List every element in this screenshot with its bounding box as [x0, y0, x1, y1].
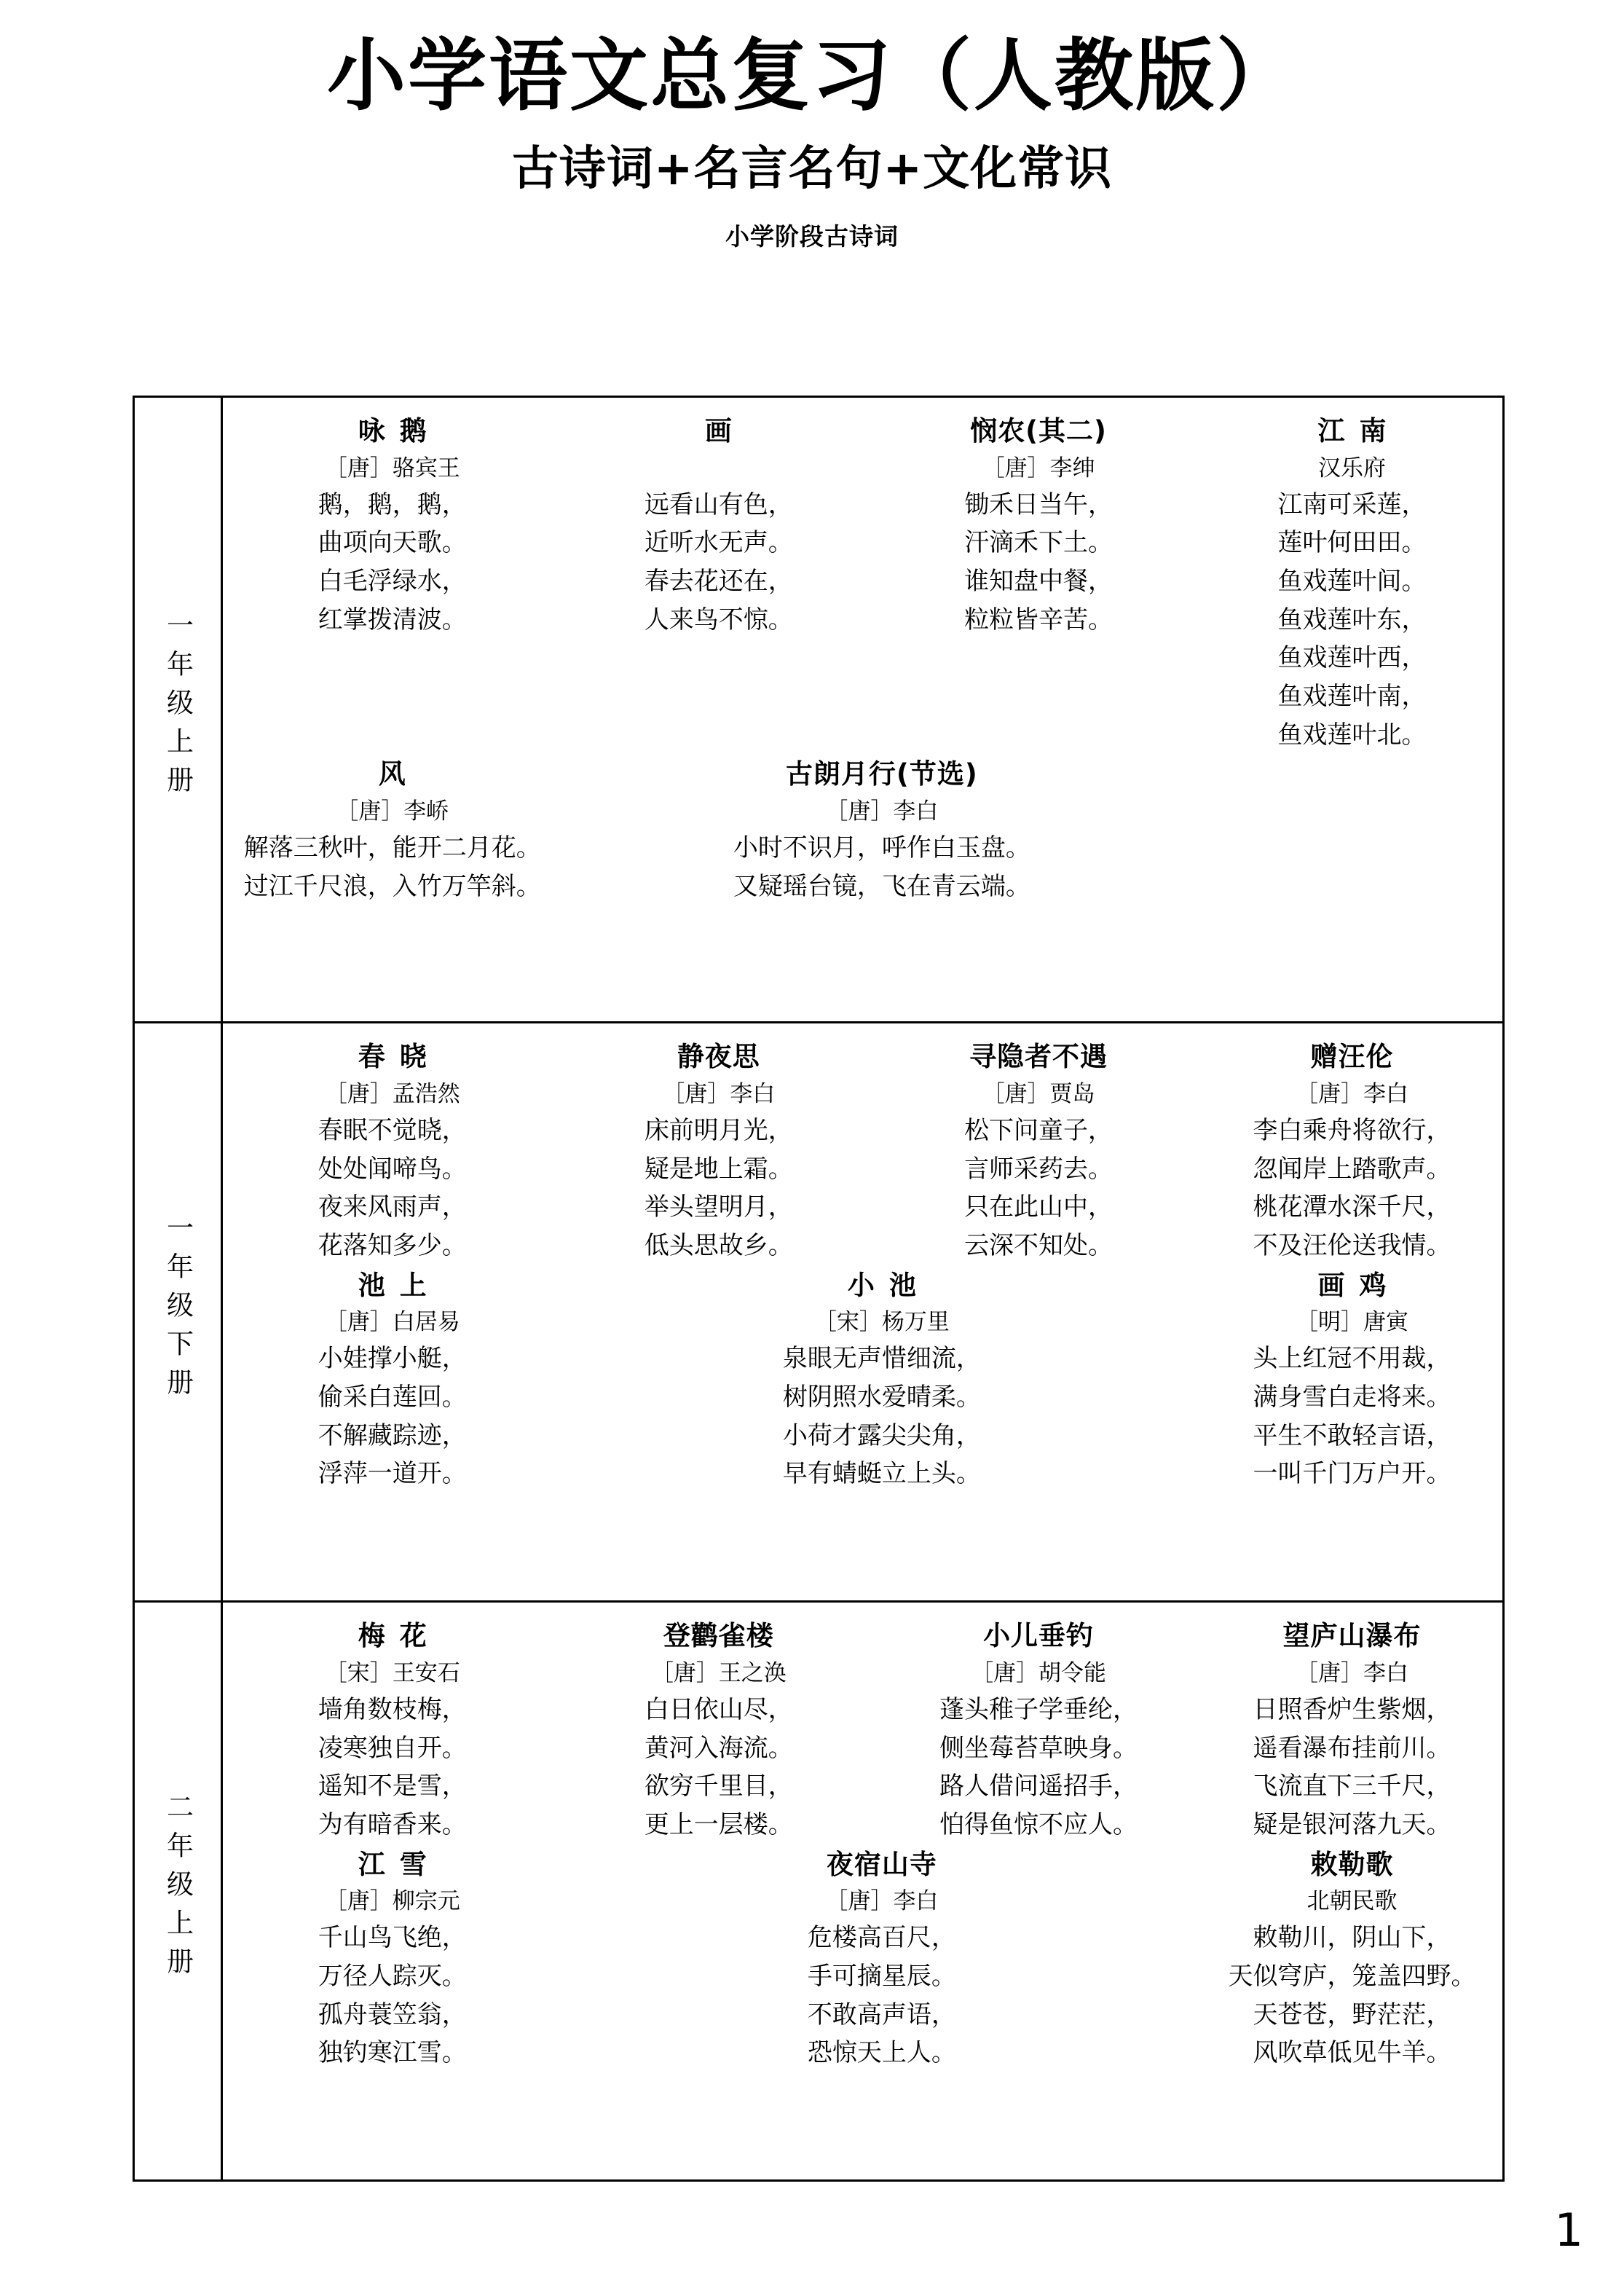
poem-line: 莲叶何田田。: [1277, 528, 1427, 558]
poem-group-cell: [222, 1602, 1504, 2181]
poem-line: 更上一层楼。: [644, 1809, 793, 1839]
poem-group-cell: [222, 397, 1504, 1023]
poem-block: [875, 411, 1202, 754]
poem-title: 小池: [847, 1269, 931, 1301]
poem-author: ［唐］骆宾王: [324, 455, 460, 481]
poem-title: 悯农(其二): [970, 415, 1107, 447]
poem-block: [1202, 1037, 1502, 1265]
poem-author: ［唐］李绅: [982, 455, 1095, 481]
poem-line: 孤舟蓑笠翁，: [318, 2000, 467, 2029]
poem-block: [223, 754, 562, 905]
poem-line: 桃花潭水深千尺，: [1253, 1192, 1451, 1222]
poem-line: 又疑瑶台镜，飞在青云端。: [733, 871, 1030, 901]
poem-band: [223, 1023, 1502, 1265]
poem-line: 只在此山中，: [964, 1192, 1113, 1222]
page-title: 小学语文总复习（人教版）: [326, 31, 1297, 122]
poem-line: 遥看瀑布挂前川。: [1253, 1733, 1451, 1763]
poem-line: 春去花还在，: [644, 566, 793, 596]
poem-line: 凌寒独自开。: [318, 1733, 467, 1763]
poem-block: [1202, 411, 1502, 754]
poem-line: 危楼高百尺，: [807, 1923, 956, 1953]
poem-author: ［唐］李白: [662, 1080, 776, 1107]
poem-title: 古朗月行(节选): [785, 758, 978, 790]
poem-line: 蓬头稚子学垂纶，: [939, 1694, 1138, 1724]
poem-author: 北朝民歌: [1306, 1888, 1398, 1915]
poem-title: 赠汪伦: [1310, 1041, 1394, 1073]
grade-label: 一年级下册: [162, 1214, 194, 1407]
poem-title: 望庐山瀑布: [1282, 1620, 1422, 1652]
poem-line: 恐惊天上人。: [807, 2038, 956, 2068]
poem-band: [223, 1603, 1502, 1844]
poem-table-container: [133, 396, 1505, 2182]
table-row: [134, 1602, 1504, 2181]
poem-line: 鱼戏莲叶北。: [1277, 720, 1427, 750]
poem-title: 春晓: [358, 1041, 441, 1073]
poem-title: 画鸡: [1317, 1269, 1401, 1301]
poem-line: 小荷才露尖尖角，: [782, 1420, 981, 1450]
poem-line: 汗滴禾下土。: [964, 528, 1113, 558]
poem-line: 为有暗香来。: [318, 1809, 467, 1839]
poem-line: 不解藏踪迹，: [318, 1420, 467, 1450]
poem-block: [223, 1037, 562, 1265]
poem-author: [569, 452, 868, 486]
poem-title: 静夜思: [677, 1041, 760, 1073]
poem-line: 早有蜻蜓立上头。: [782, 1459, 981, 1489]
poem-line: 过江千尺浪，入竹万竿斜。: [243, 871, 541, 901]
grade-label: 一年级上册: [162, 611, 194, 805]
poem-line: 满身雪白走将来。: [1253, 1383, 1451, 1412]
poem-line: 黄河入海流。: [644, 1733, 793, 1763]
poem-line: 不敢高声语，: [807, 2000, 956, 2029]
poem-line: 夜来风雨声，: [318, 1192, 467, 1222]
poem-line: 飞流直下三千尺，: [1253, 1772, 1451, 1801]
poem-line: 敕勒川，阴山下，: [1253, 1923, 1451, 1953]
poem-line: 锄禾日当午，: [964, 490, 1113, 519]
poem-title: 风: [378, 758, 406, 790]
poem-line: 鱼戏莲叶西，: [1277, 643, 1427, 673]
table-row: [134, 1023, 1504, 1602]
poem-author: ［唐］李峤: [336, 798, 449, 825]
poem-line: 言师采药去。: [964, 1154, 1113, 1184]
poem-line: 鱼戏莲叶南，: [1277, 682, 1427, 712]
poem-block: [1202, 1844, 1502, 2072]
poem-title: 小儿垂钓: [983, 1620, 1095, 1652]
poem-author: ［唐］贾岛: [982, 1080, 1095, 1107]
poem-line: 远看山有色，: [644, 490, 793, 519]
poem-title: 寻隐者不遇: [969, 1041, 1108, 1073]
poem-line: 头上红冠不用裁，: [1253, 1344, 1451, 1374]
poem-author: ［唐］胡令能: [971, 1659, 1107, 1686]
poem-title: 画: [704, 415, 733, 447]
poem-line: 手可摘星辰。: [807, 1961, 956, 1991]
poem-block: [223, 1844, 562, 2072]
poem-author: ［唐］柳宗元: [324, 1888, 460, 1915]
poem-block: [562, 754, 1202, 905]
poem-author: ［明］唐寅: [1296, 1309, 1409, 1336]
poem-line: 云深不知处。: [964, 1231, 1113, 1261]
poem-line: 人来鸟不惊。: [644, 605, 793, 634]
page-subtitle: 古诗词+名言名句+文化常识: [511, 141, 1113, 196]
grade-label-cell: [134, 1023, 222, 1602]
poem-line: 处处闻啼鸟。: [318, 1154, 467, 1184]
poem-author: ［唐］李白: [825, 798, 939, 825]
poem-line: 床前明月光，: [644, 1116, 793, 1146]
grade-label-cell: [134, 1602, 222, 2181]
poem-band: [223, 398, 1502, 754]
poem-author: ［唐］李白: [825, 1888, 939, 1915]
poem-band: [223, 1265, 1502, 1493]
poem-block: [562, 1037, 875, 1265]
grade-label-cell: [134, 397, 222, 1023]
poem-line: 曲项向天歌。: [318, 528, 467, 558]
poem-author: ［宋］杨万里: [813, 1309, 950, 1336]
poem-block: [562, 1616, 875, 1844]
poem-block: [875, 1616, 1202, 1844]
poem-line: 疑是地上霜。: [644, 1154, 793, 1184]
poem-line: 泉眼无声惜细流，: [782, 1344, 981, 1374]
poem-title: 江南: [1317, 415, 1401, 447]
poem-line: 鱼戏莲叶东，: [1277, 605, 1427, 634]
poem-line: 忽闻岸上踏歌声。: [1253, 1154, 1451, 1184]
page-number: 1: [1554, 2204, 1583, 2257]
poem-line: 独钓寒江雪。: [318, 2038, 467, 2068]
poem-block: [1202, 1616, 1502, 1844]
table-row: [134, 397, 1504, 1023]
document-page: [0, 28, 1624, 2280]
poem-line: 风吹草低见牛羊。: [1253, 2038, 1451, 2068]
poem-line: 鹅，鹅，鹅，: [318, 490, 467, 519]
poem-title: 梅花: [358, 1620, 441, 1652]
poem-table: [133, 396, 1505, 2182]
poem-line: 平生不敢轻言语，: [1253, 1420, 1451, 1450]
poem-author: ［唐］孟浩然: [324, 1080, 460, 1107]
poem-author: ［宋］王安石: [324, 1659, 460, 1686]
poem-line: 江南可采莲，: [1277, 490, 1427, 519]
poem-author: ［唐］李白: [1296, 1659, 1409, 1686]
poem-block: [875, 1037, 1202, 1265]
poem-line: 一叫千门万户开。: [1253, 1459, 1451, 1489]
poem-title: 夜宿山寺: [826, 1848, 937, 1880]
poem-line: 举头望明月，: [644, 1192, 793, 1222]
poem-line: 日照香炉生紫烟，: [1253, 1694, 1451, 1724]
poem-line: 疑是银河落九天。: [1253, 1809, 1451, 1839]
poem-band: [223, 1844, 1502, 2072]
poem-line: 万径人踪灭。: [318, 1961, 467, 1991]
poem-line: 低头思故乡。: [644, 1231, 793, 1261]
section-heading: 小学阶段古诗词: [725, 221, 899, 251]
poem-line: 松下问童子，: [964, 1116, 1113, 1146]
poem-title: 登鹳雀楼: [663, 1620, 774, 1652]
poem-line: 花落知多少。: [318, 1231, 467, 1261]
poem-title: 江雪: [358, 1848, 441, 1880]
poem-line: 春眠不觉晓，: [318, 1116, 467, 1146]
poem-line: 天似穹庐，笼盖四野。: [1228, 1961, 1476, 1991]
poem-line: 粒粒皆辛苦。: [964, 605, 1113, 634]
poem-author: 汉乐府: [1318, 455, 1387, 481]
poem-line: 鱼戏莲叶间。: [1277, 566, 1427, 596]
poem-line: 浮萍一道开。: [318, 1459, 467, 1489]
poem-title: 池上: [358, 1269, 441, 1301]
poem-line: 近听水无声。: [644, 528, 793, 558]
poem-block: [223, 411, 562, 754]
poem-title: 咏鹅: [358, 415, 441, 447]
poem-author: ［唐］王之涣: [650, 1659, 787, 1686]
poem-line: 小时不识月，呼作白玉盘。: [733, 833, 1030, 863]
grade-label: 二年级上册: [162, 1793, 194, 1986]
poem-group-cell: [222, 1023, 1504, 1602]
poem-block: [562, 1844, 1202, 2072]
poem-line: 墙角数枝梅，: [318, 1694, 467, 1724]
poem-line: 不及汪伦送我情。: [1253, 1231, 1451, 1261]
poem-line: 小娃撑小艇，: [318, 1344, 467, 1374]
poem-line: 谁知盘中餐，: [964, 566, 1113, 596]
poem-block: [223, 1616, 562, 1844]
poem-line: 千山鸟飞绝，: [318, 1923, 467, 1953]
poem-band: [223, 754, 1502, 905]
poem-line: 白日依山尽，: [644, 1694, 793, 1724]
poem-line: 树阴照水爱晴柔。: [782, 1383, 981, 1412]
poem-line: 侧坐莓苔草映身。: [939, 1733, 1138, 1763]
poem-block: [562, 411, 875, 754]
poem-block: [562, 1265, 1202, 1493]
poem-line: 路人借问遥招手，: [939, 1772, 1138, 1801]
poem-line: 欲穷千里目，: [644, 1772, 793, 1801]
poem-block: [1202, 1265, 1502, 1493]
poem-line: 解落三秋叶，能开二月花。: [243, 833, 541, 863]
poem-line: 遥知不是雪，: [318, 1772, 467, 1801]
poem-block: [223, 1265, 562, 1493]
poem-line: 红掌拨清波。: [318, 605, 467, 634]
poem-line: 天苍苍，野茫茫，: [1253, 2000, 1451, 2029]
poem-line: 偷采白莲回。: [318, 1383, 467, 1412]
poem-author: ［唐］李白: [1296, 1080, 1409, 1107]
poem-line: 怕得鱼惊不应人。: [939, 1809, 1138, 1839]
poem-line: 白毛浮绿水，: [318, 566, 467, 596]
poem-title: 敕勒歌: [1310, 1848, 1394, 1880]
poem-author: ［唐］白居易: [324, 1309, 460, 1336]
poem-line: 李白乘舟将欲行，: [1253, 1116, 1451, 1146]
